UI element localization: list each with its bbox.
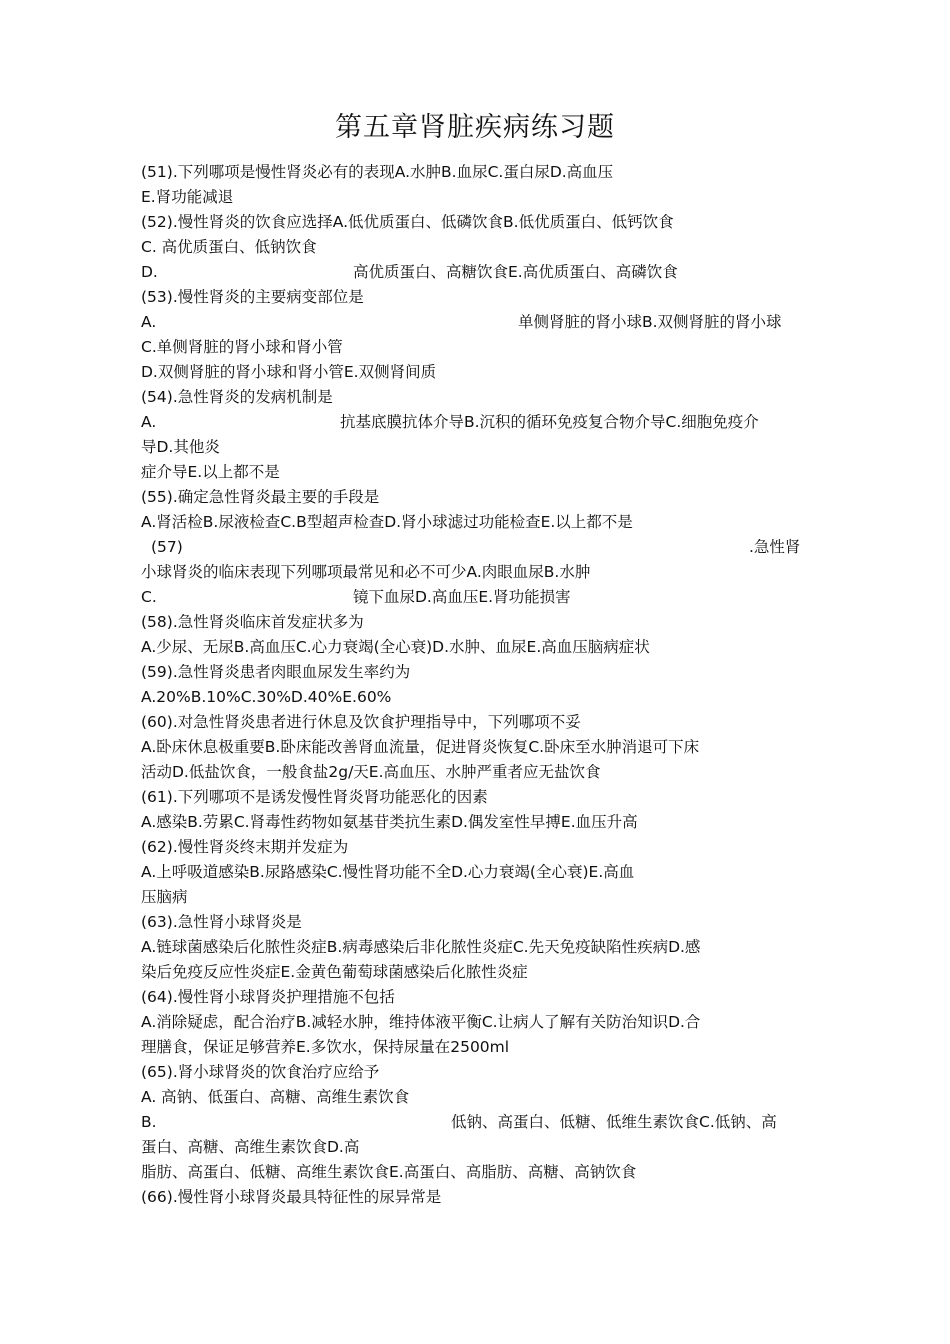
text-line <box>141 786 821 808</box>
line-text: 症介导E.以上都不是 <box>141 463 280 481</box>
text-line <box>141 686 821 708</box>
line-text: 高优质蛋白、高糖饮食E.高优质蛋白、高磷饮食 <box>353 263 678 281</box>
text-line <box>141 286 821 308</box>
text-line <box>141 861 821 883</box>
line-text: 单侧肾脏的肾小球B.双侧肾脏的肾小球 <box>518 313 782 331</box>
text-line <box>141 936 821 958</box>
text-line <box>141 561 821 583</box>
line-text: D.双侧肾脏的肾小球和肾小管E.双侧肾间质 <box>141 363 437 381</box>
line-text: A.20%B.10%C.30%D.40%E.60% <box>141 688 392 706</box>
line-text: C.单侧肾脏的肾小球和肾小管 <box>141 338 343 356</box>
text-line <box>141 386 821 408</box>
text-line <box>141 511 821 533</box>
line-text: A.上呼吸道感染B.尿路感染C.慢性肾功能不全D.心力衰竭(全心衰)E.高血 <box>141 863 635 881</box>
line-text: 小球肾炎的临床表现下列哪项最常见和必不可少A.肉眼血尿B.水肿 <box>141 563 591 581</box>
line-text: 低钠、高蛋白、低糖、低维生素饮食C.低钠、高 <box>451 1113 777 1131</box>
text-line <box>141 661 821 683</box>
line-text: (51).下列哪项是慢性肾炎必有的表现A.水肿B.血尿C.蛋白尿D.高血压 <box>141 163 614 181</box>
line-text: (55).确定急性肾炎最主要的手段是 <box>141 488 380 506</box>
text-line <box>141 1086 821 1108</box>
line-text: A.肾活检B.尿液检查C.B型超声检查D.肾小球滤过功能检查E.以上都不是 <box>141 513 633 531</box>
text-line <box>141 161 821 183</box>
line-text: 理膳食，保证足够营养E.多饮水，保持尿量在2500ml <box>141 1038 510 1056</box>
text-line <box>141 436 821 458</box>
option-marker: B. <box>141 1113 157 1131</box>
line-text: (58).急性肾炎临床首发症状多为 <box>141 613 364 631</box>
line-text: 压脑病 <box>141 888 188 906</box>
text-line <box>141 1136 821 1158</box>
line-text: A.卧床休息极重要B.卧床能改善肾血流量，促进肾炎恢复C.卧床至水肿消退可下床 <box>141 738 700 756</box>
option-marker: A. <box>141 313 157 331</box>
text-line <box>141 761 821 783</box>
text-line <box>141 911 821 933</box>
line-text: 染后免疫反应性炎症E.金黄色葡萄球菌感染后化脓性炎症 <box>141 963 528 981</box>
text-line <box>141 486 821 508</box>
line-text: (66).慢性肾小球肾炎最具特征性的尿异常是 <box>141 1188 442 1206</box>
line-text: (54).急性肾炎的发病机制是 <box>141 388 333 406</box>
line-text: 抗基底膜抗体介导B.沉积的循环免疫复合物介导C.细胞免疫介 <box>340 413 759 431</box>
page-title: 第五章肾脏疾病练习题 <box>335 112 615 143</box>
line-text: (63).急性肾小球肾炎是 <box>141 913 302 931</box>
line-text: A.链球菌感染后化脓性炎症B.病毒感染后非化脓性炎症C.先天免疫缺陷性疾病D.感 <box>141 938 701 956</box>
line-text: (65).肾小球肾炎的饮食治疗应给予 <box>141 1063 380 1081</box>
text-line <box>141 1161 821 1183</box>
text-line <box>141 961 821 983</box>
text-line <box>141 186 821 208</box>
option-marker: C. <box>141 588 157 606</box>
line-text: A.感染B.劳累C.肾毒性药物如氨基苷类抗生素D.偶发室性早搏E.血压升高 <box>141 813 638 831</box>
text-line <box>141 836 821 858</box>
line-text: A.少尿、无尿B.高血压C.心力衰竭(全心衰)D.水肿、血尿E.高血压脑病症状 <box>141 638 650 656</box>
option-marker: D. <box>141 263 158 281</box>
line-text: C. 高优质蛋白、低钠饮食 <box>141 238 317 256</box>
line-text: (60).对急性肾炎患者进行休息及饮食护理指导中，下列哪项不妥 <box>141 713 581 731</box>
line-text: (61).下列哪项不是诱发慢性肾炎肾功能恶化的因素 <box>141 788 488 806</box>
line-text: (59).急性肾炎患者肉眼血尿发生率约为 <box>141 663 411 681</box>
line-text: 导D.其他炎 <box>141 438 220 456</box>
line-text: (62).慢性肾炎终末期并发症为 <box>141 838 349 856</box>
text-line <box>141 886 821 908</box>
line-text: (64).慢性肾小球肾炎护理措施不包括 <box>141 988 395 1006</box>
text-line <box>141 811 821 833</box>
text-line <box>141 1011 821 1033</box>
text-line <box>141 711 821 733</box>
text-line <box>141 611 821 633</box>
line-text: (53).慢性肾炎的主要病变部位是 <box>141 288 364 306</box>
line-text: 活动D.低盐饮食，一般食盐2g/天E.高血压、水肿严重者应无盐饮食 <box>141 763 601 781</box>
line-text: (52).慢性肾炎的饮食应选择A.低优质蛋白、低磷饮食B.低优质蛋白、低钙饮食 <box>141 213 674 231</box>
line-text: 镜下血尿D.高血压E.肾功能损害 <box>353 588 571 606</box>
text-line <box>141 636 821 658</box>
text-line <box>141 1186 821 1208</box>
line-text: A. 高钠、低蛋白、高糖、高维生素饮食 <box>141 1088 410 1106</box>
line-text: .急性肾 <box>749 538 801 556</box>
text-line <box>141 461 821 483</box>
text-line <box>141 361 821 383</box>
question-number: (57) <box>151 538 183 556</box>
line-text: E.肾功能减退 <box>141 188 234 206</box>
text-line <box>141 236 821 258</box>
text-line <box>141 986 821 1008</box>
text-line <box>141 1061 821 1083</box>
line-text: A.消除疑虑，配合治疗B.减轻水肿，维持体液平衡C.让病人了解有关防治知识D.合 <box>141 1013 701 1031</box>
line-text: 蛋白、高糖、高维生素饮食D.高 <box>141 1138 360 1156</box>
text-line <box>141 736 821 758</box>
option-marker: A. <box>141 413 157 431</box>
line-text: 脂肪、高蛋白、低糖、高维生素饮食E.高蛋白、高脂肪、高糖、高钠饮食 <box>141 1163 637 1181</box>
text-line <box>141 1036 821 1058</box>
text-line <box>141 211 821 233</box>
text-line <box>141 336 821 358</box>
